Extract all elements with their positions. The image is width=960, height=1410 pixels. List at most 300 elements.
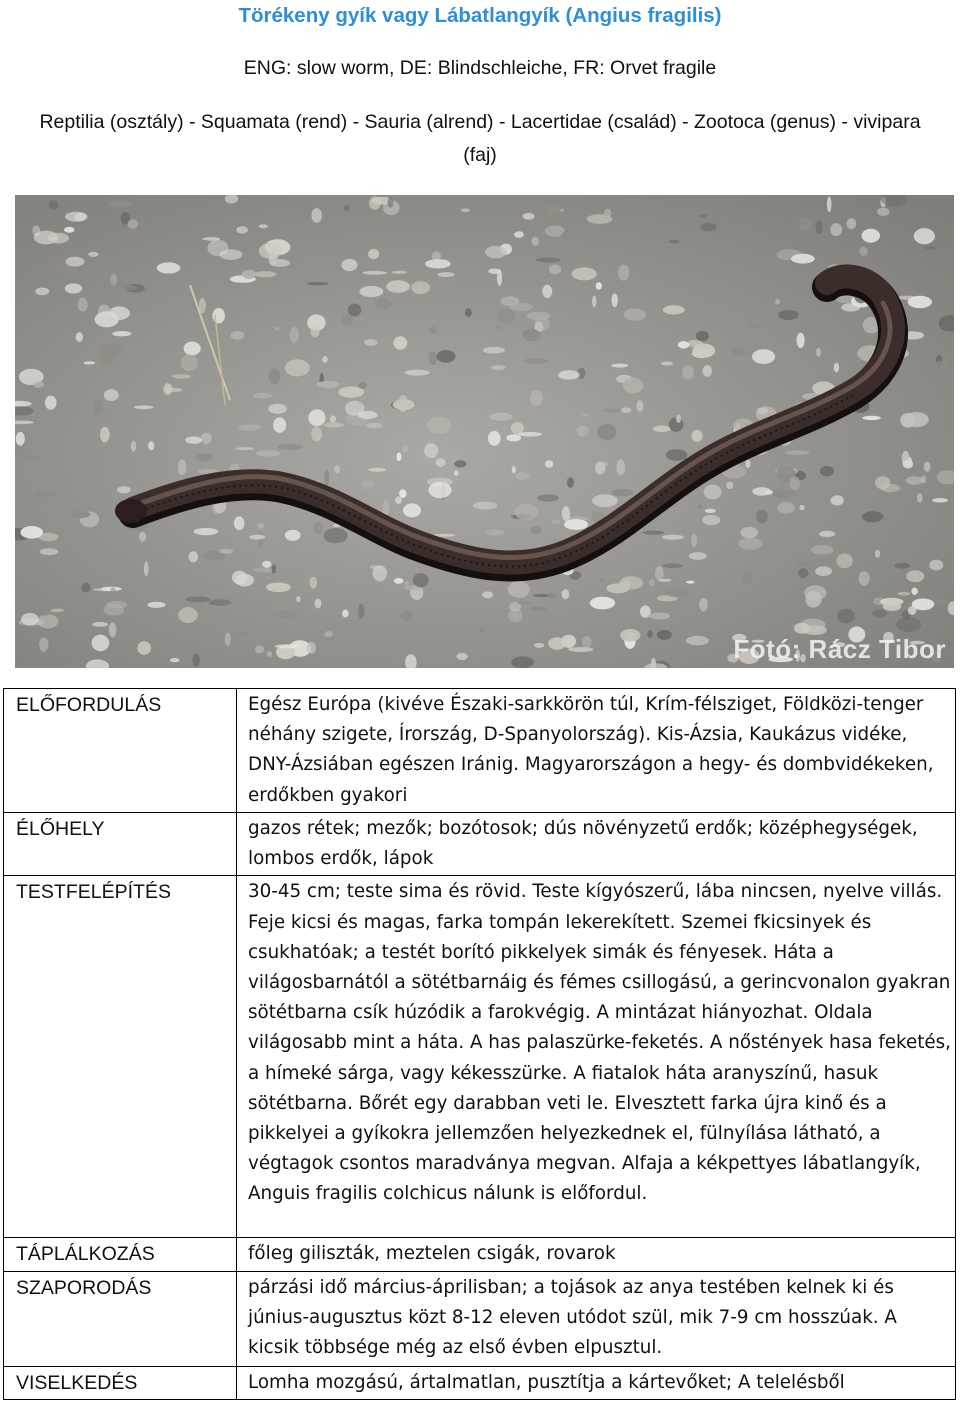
pebble [820,466,834,476]
pebble [427,417,452,434]
pebble [692,430,703,442]
pebble [147,602,165,608]
pebble [366,423,383,429]
pebble [655,566,664,581]
pebble [515,504,538,521]
pebble [75,213,86,222]
pebble [614,222,618,228]
pebble [424,443,438,458]
pebble [548,637,566,650]
pebble [358,604,364,620]
pebble [621,407,631,413]
pebble [616,459,625,475]
pebble [562,230,581,240]
pebble [917,493,923,503]
pebble [454,470,459,476]
pebble [181,354,199,371]
pebble [831,495,844,505]
pebble [491,365,505,370]
pebble [253,393,272,399]
pebble [400,610,413,621]
row-label: ÉLŐHELY [4,813,237,876]
pebble [485,246,506,259]
pebble [454,460,466,467]
pebble [562,589,570,599]
pebble [523,213,535,220]
pebble [618,264,629,280]
pebble [256,450,280,456]
pebble [894,563,910,569]
pebble [924,246,937,249]
pebble [47,233,69,244]
pebble [911,588,917,595]
pebble [798,568,808,578]
pebble [364,339,378,346]
pebble [790,476,800,490]
pebble [436,458,446,467]
pebble [862,511,883,522]
pebble [875,550,880,558]
pebble [104,389,119,401]
pebble [830,223,842,236]
pebble [746,323,760,328]
pebble [45,396,57,410]
pebble [504,224,527,233]
pebble [495,325,501,329]
pebble [936,600,950,605]
pebble [397,452,402,461]
pebble [799,505,804,510]
pebble [791,254,815,264]
pebble [100,427,110,443]
pebble [134,406,154,410]
pebble [702,515,720,525]
pebble [545,204,561,218]
row-value: Lomha mozgású, ártalmatlan, pusztítja a kártevőket; A telelésből [237,1366,956,1399]
pebble [524,358,548,364]
pebble [682,365,693,380]
pebble [772,489,796,499]
pebble [657,630,672,640]
pebble [815,220,822,234]
pebble [914,228,935,244]
pebble [311,208,322,223]
pebble [518,601,531,605]
pebble [595,461,605,475]
pebble [797,561,814,567]
pebble [924,462,931,472]
pebble [225,633,231,646]
pebble [726,482,733,489]
pebble [212,308,225,323]
pebble [647,630,653,638]
pebble [837,554,853,569]
pebble [636,400,643,412]
pebble [185,436,202,443]
pebble [231,331,245,340]
pebble [705,509,716,513]
row-value: főleg giliszták, meztelen csigák, rovarok [237,1238,956,1271]
pebble [76,332,83,342]
pebble [322,356,328,363]
pebble [473,502,497,510]
pebble [872,609,887,617]
pebble [348,304,361,317]
pebble [908,296,932,308]
pebble [531,526,542,534]
pebble [423,218,433,232]
pebble [16,432,25,446]
slow-worm-photo [15,195,954,668]
pebble [35,288,49,296]
pebble [109,622,117,637]
pebble [827,196,832,212]
pebble [341,259,357,271]
pebble [109,306,130,320]
pebble [275,327,279,330]
pebble [508,581,530,598]
pebble [880,484,900,492]
pebble [51,609,64,613]
pebble [262,561,271,568]
pebble [273,417,286,433]
pebble [106,263,129,272]
pebble [592,494,618,507]
pebble [506,434,521,441]
pebble [501,296,520,306]
pebble [692,344,715,358]
pebble [497,309,515,325]
pebble [577,425,589,436]
pebble [785,451,809,456]
pebble [192,654,199,667]
pebble [738,537,762,549]
pebble [558,370,580,379]
pebble [98,294,110,304]
pebble [597,424,617,440]
pebble [604,408,623,412]
pebble [255,645,264,653]
pebble [620,629,640,642]
pebble [819,531,835,537]
pebble [612,293,618,307]
pebble [542,285,552,298]
pebble [932,498,948,502]
pebble [81,582,90,592]
pebble [877,208,890,216]
pebble [678,341,690,348]
pebble [386,280,410,293]
pebble [324,631,332,637]
pebble [324,528,348,543]
pebble [862,229,880,243]
photo-credit: Fotó: Rácz Tibor [733,634,946,664]
pebble [456,653,467,660]
pebble [117,486,131,493]
pebble [699,598,708,612]
pebble [752,349,775,364]
pebble [437,272,454,277]
pebble [98,352,115,366]
pebble [691,533,697,547]
pebble [765,490,773,495]
pebble [172,374,191,378]
pebble [398,395,408,412]
pebble [756,510,768,523]
pebble [537,494,559,501]
pebble [668,240,680,244]
pebble [934,361,948,371]
pebble [482,591,493,598]
pebble [592,296,596,308]
pebble [375,298,392,309]
pebble [372,565,387,581]
pebble [778,502,796,514]
pebble [611,364,628,368]
pebble [483,347,505,354]
table-row [4,1238,956,1271]
pebble [266,583,291,593]
pebble [334,465,340,473]
pebble [811,545,834,554]
pebble [342,610,349,618]
pebble [92,622,108,627]
pebble [114,285,137,291]
pebble [139,532,146,542]
row-label: TESTFELÉPÍTÉS [4,876,237,1238]
pebble [329,223,340,228]
pebble [545,460,553,468]
pebble [696,331,709,342]
table-row [4,813,956,876]
pebble [488,431,501,446]
pebble [703,365,712,377]
pebble [815,566,832,576]
pebble [686,636,709,646]
pebble [568,647,593,652]
pebble [461,208,470,212]
pebble [511,656,534,668]
pebble [437,350,456,363]
pebble [860,247,868,256]
pebble [315,599,322,609]
pebble [480,628,485,633]
pebble [847,218,857,229]
pebble [342,314,353,326]
pebble [796,328,820,334]
pebble [209,599,231,606]
pebble [392,271,407,274]
common-names: ENG: slow worm, DE: Blindschleiche, FR: Orvet fragile [243,57,717,79]
page-title: Törékeny gyík vagy Lábatlangyík (Angius fragilis) [238,4,722,27]
pebble [144,561,149,576]
pebble [232,571,247,585]
pebble [359,286,383,297]
pebble [732,348,747,355]
pebble [330,415,336,422]
photo-illustration [15,195,954,668]
pebble [34,491,58,497]
table-row [4,689,956,813]
pebble [259,224,268,228]
pebble [834,363,839,373]
pebble [841,303,860,311]
pebble [290,327,299,343]
pebble [662,564,683,568]
pebble [201,433,212,444]
row-value: 30-45 cm; teste sima és rövid. Teste kígyószerű, lába nincsen, nyelve villás. Feje kicsi és magas, farka tompán lekerekített. Szemei fkicsinyek és csukhatóak; a testét borító pikkelyek simák és fényesek. Háta a világosbarnától a sötétbarnáig és fémes csillogású, a gerincvonalon gyakran sötétbarna csík húzódik a farokvégig. A mintázat hiányozhat. Oldala világosabb mint a háta. A has palaszürke-feketés. A nőstények hasa feketés, a hímeké sárga, vagy kékesszürke. A fiatalok háta aranyszínű, hasuk sötétbarna. Bőrét egy darabban veti le. Elvesztett farka újra kinő és a pikkelyei a gyíkokra jellemzően helyezkednek el, fülnyílása látható, a végtagok csontos maradványa megvan. Alfaja a kékpettyes lábatlangyík, Anguis fragilis colchicus nálunk is előfordul. [237,876,956,1238]
pebble [897,592,910,596]
pebble [411,281,430,294]
pebble [522,329,541,342]
pebble [663,305,685,314]
pebble [689,552,707,560]
pebble [308,409,325,426]
pebble [17,454,38,459]
pebble [405,370,430,376]
pebble [485,530,504,536]
pebble [275,644,299,648]
pebble [775,299,780,305]
pebble [514,231,524,238]
pebble [666,589,688,598]
pebble [358,382,366,389]
pebble [859,571,870,586]
pebble [395,496,402,504]
pebble [285,530,301,541]
pebble [662,535,684,540]
pebble [64,227,74,233]
pebble [621,217,647,222]
pebble [108,200,133,207]
pebble [413,573,429,587]
pebble [612,489,634,496]
info-table [3,688,956,1400]
pebble [40,611,52,616]
pebble [259,243,282,259]
pebble [489,413,512,421]
pebble [428,482,451,498]
row-label: TÁPLÁLKOZÁS [4,1238,237,1271]
pebble [797,333,805,348]
pebble [587,214,613,224]
pebble [623,308,646,320]
pebble [272,564,277,573]
pebble [88,252,98,257]
pebble [900,413,915,428]
pebble [659,579,672,582]
pebble [34,381,45,388]
pebble [254,271,277,277]
pebble [70,511,91,519]
pebble [697,504,702,509]
pebble [75,310,79,313]
row-value: Egész Európa (kivéve Északi-sarkkörön túl, Krím-félsziget, Földközi-tenger néhány szigete, Írország, D-Spanyolország). Kis-Ázsia, Kaukázus vidéke, DNY-Ázsiában egészen Iránig. Magyarországon a hegy- és dombvidékeken, erdőkben gyakori [237,689,956,813]
pebble [110,587,116,595]
pebble [314,522,324,535]
pebble [196,454,213,462]
pebble [93,400,103,416]
pebble [239,424,261,430]
pebble [106,601,127,609]
pebble [642,531,664,535]
pebble [268,368,280,384]
pebble [307,642,317,654]
pebble [394,578,404,584]
pebble [649,613,671,620]
pebble [816,348,821,357]
pebble [465,308,472,317]
table-row [4,876,956,1238]
pebble [324,470,329,486]
pebble [655,228,681,240]
pebble [757,407,769,414]
pebble [512,466,516,473]
pebble [399,489,406,498]
pebble [596,282,602,290]
pebble [178,607,197,623]
row-label: ELŐFORDULÁS [4,689,237,813]
row-value: párzási idő március-áprilisban; a tojások az anya testében kelnek ki és június-augusztus közt 8-12 eleven utódot szül, mik 7-9 cm hosszúak. A kicsik többsége még az első évben elpusztul. [237,1271,956,1366]
pebble [189,551,199,562]
pebble [896,617,921,632]
pebble [903,460,914,469]
pebble [39,638,48,652]
pebble [112,331,131,336]
pebble [163,383,172,395]
slow-worm-head [115,499,147,523]
pebble [794,623,809,634]
pebble [704,485,722,500]
pebble [285,359,310,376]
pebble [908,606,917,615]
pebble [239,631,248,635]
pebble [402,446,408,453]
pebble [552,519,561,523]
pebble [534,643,544,648]
pebble [236,226,248,233]
pebble [572,267,597,280]
pebble [178,459,187,475]
pebble [549,265,561,275]
pebble [666,449,688,461]
pebble [649,580,655,587]
pebble [393,336,407,350]
pebble [745,460,750,468]
pebble [65,283,82,293]
pebble [92,635,110,652]
pebble [606,583,629,593]
pebble [562,506,570,521]
pebble [536,257,561,262]
pebble [529,606,547,611]
pebble [236,447,254,450]
pebble [311,427,322,442]
pebble [358,411,378,419]
pebble [368,468,386,472]
pebble [700,223,717,232]
pebble [805,591,821,608]
pebble [582,414,590,417]
pebble [368,249,379,259]
table-row [4,1271,956,1366]
pebble [388,198,394,208]
pebble [535,316,550,330]
pebble [277,610,297,618]
pebble [699,214,708,217]
pebble [405,581,409,585]
pebble [363,271,388,275]
